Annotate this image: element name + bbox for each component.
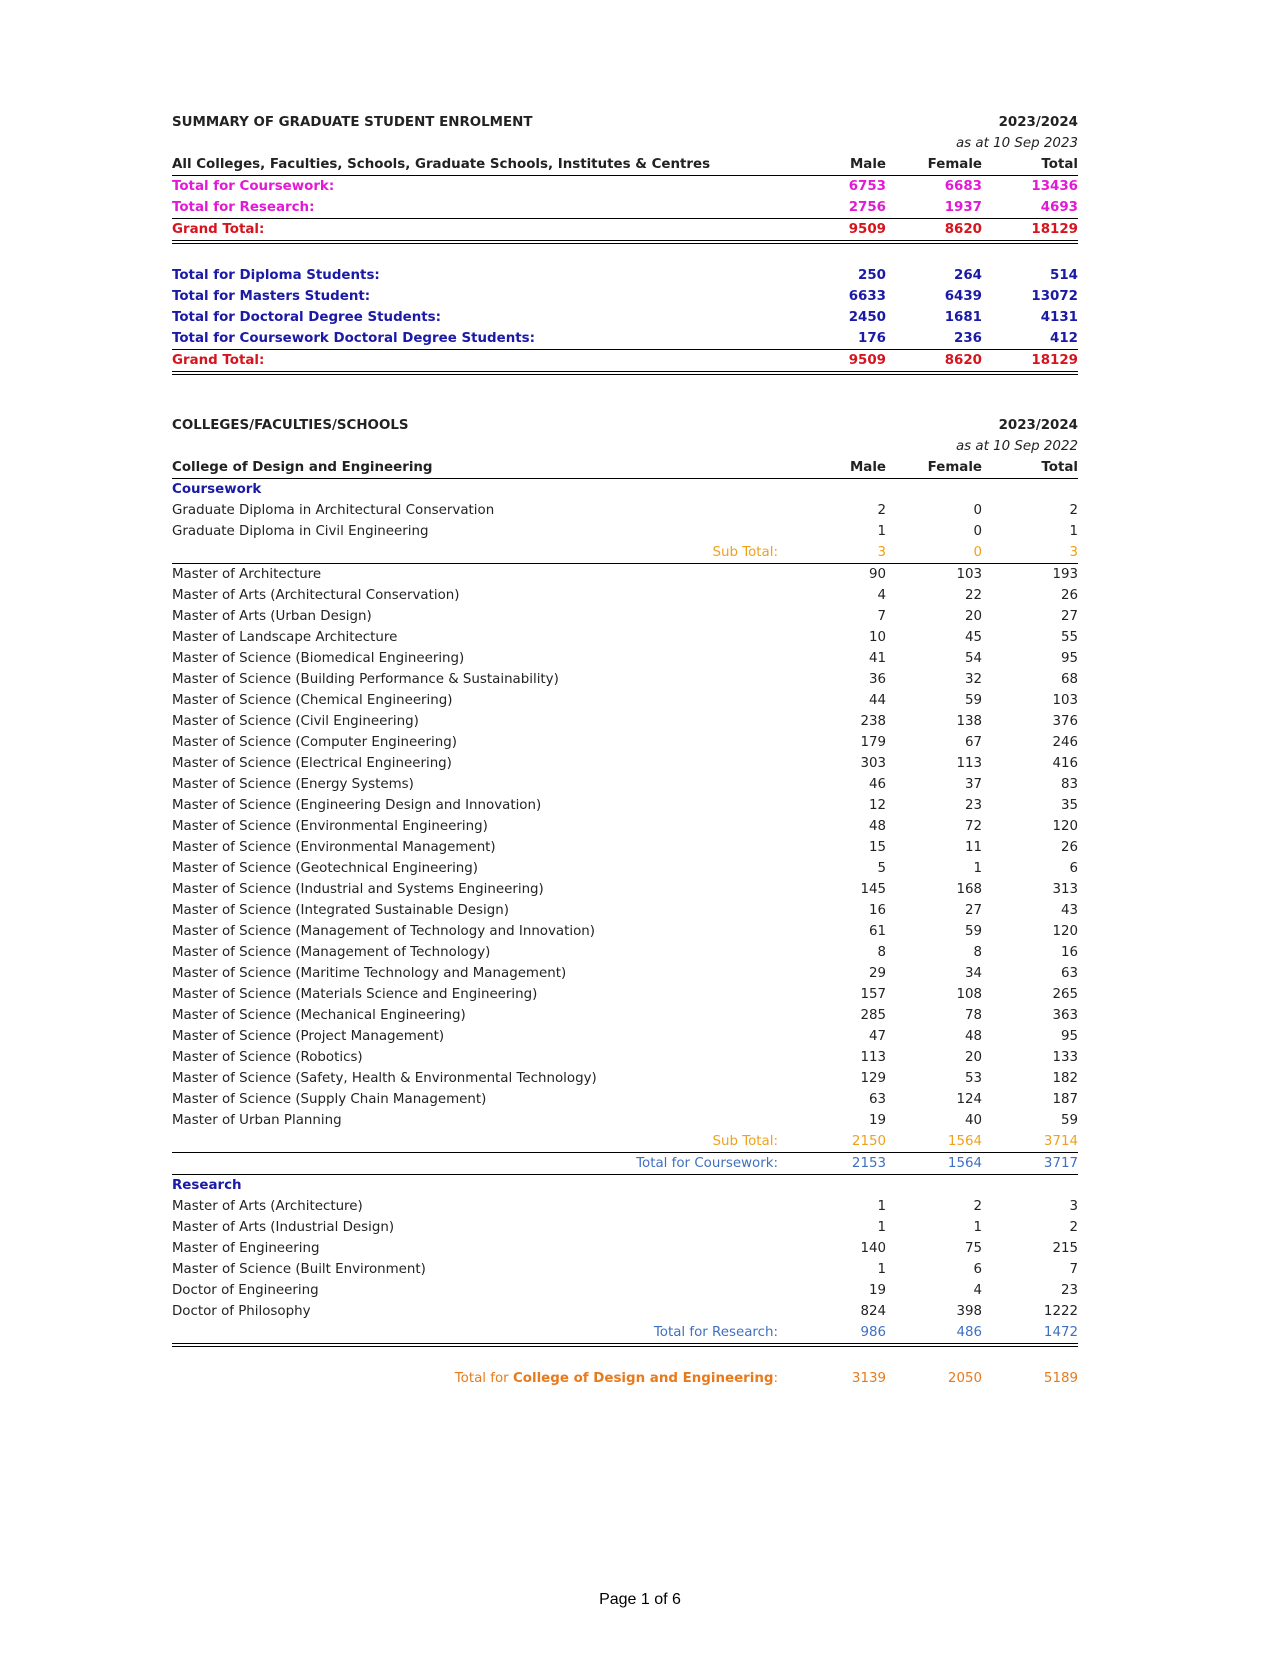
row-female: 398 (956, 1304, 982, 1319)
table-row (172, 837, 1078, 858)
summary-year: 2023/2024 (998, 115, 1078, 130)
row-label: Master of Science (Industrial and Systems Engineering) (172, 882, 544, 897)
enrolment-sheet (172, 112, 1078, 1389)
row-total: 63 (1060, 966, 1078, 981)
row-female: 168 (956, 882, 982, 897)
row-label: Master of Science (Project Management) (172, 1029, 445, 1044)
row-male: 145 (860, 882, 886, 897)
row-total: 1222 (1043, 1304, 1078, 1319)
table-row (172, 1068, 1078, 1089)
row-female: 20 (964, 1050, 982, 1065)
subtotal-row-1: Sub Total: 3 0 3 (172, 542, 1078, 564)
row-total: 23 (1060, 1283, 1078, 1298)
row-label: Master of Science (Mechanical Engineering) (172, 1008, 466, 1023)
row-total: 313 (1052, 882, 1078, 897)
row-male: 47 (868, 1029, 886, 1044)
row-total: 2 (1069, 1220, 1078, 1235)
table-row (172, 690, 1078, 711)
row-male: 41 (868, 651, 886, 666)
row-total: 265 (1052, 987, 1078, 1002)
summary-title: SUMMARY OF GRADUATE STUDENT ENROLMENT (172, 115, 533, 130)
row-label: Master of Science (Computer Engineering) (172, 735, 457, 750)
college-total-row: Total for College of Design and Engineering: 3139 2050 5189 (172, 1368, 1078, 1389)
table-row (172, 585, 1078, 606)
row-female: 1937 (944, 200, 982, 215)
table-row (172, 879, 1078, 900)
table-row (172, 328, 1078, 350)
row-female: 1 (973, 1220, 982, 1235)
row-male: 1 (877, 1262, 886, 1277)
row-male: 179 (860, 735, 886, 750)
row-total: 7 (1069, 1262, 1078, 1277)
row-total: 16 (1060, 945, 1078, 960)
research-heading: Research (172, 1178, 242, 1193)
row-total: 2 (1069, 503, 1078, 518)
table-row (172, 900, 1078, 921)
row-label: Graduate Diploma in Civil Engineering (172, 524, 429, 539)
row-male: 2756 (848, 200, 886, 215)
row-label: Master of Science (Building Performance & Sustainability) (172, 672, 559, 687)
row-total: 182 (1052, 1071, 1078, 1086)
row-label: Master of Engineering (172, 1241, 320, 1256)
row-male: 63 (868, 1092, 886, 1107)
page-footer: Page 1 of 6 (599, 1591, 681, 1608)
colleges-title: COLLEGES/FACULTIES/SCHOOLS (172, 418, 409, 433)
row-female: 6683 (944, 179, 982, 194)
row-female: 1681 (944, 310, 982, 325)
row-male: 1 (877, 524, 886, 539)
row-total: 95 (1060, 1029, 1078, 1044)
table-row (172, 942, 1078, 963)
row-label: Doctor of Engineering (172, 1283, 319, 1298)
row-female: 2 (973, 1199, 982, 1214)
grand-total-row-b: Grand Total: 9509 8620 18129 (172, 350, 1078, 375)
row-male: 16 (868, 903, 886, 918)
table-row (172, 1110, 1078, 1131)
row-label: Master of Architecture (172, 567, 322, 582)
row-male: 250 (858, 268, 886, 283)
table-row (172, 265, 1078, 286)
row-female: 103 (956, 567, 982, 582)
row-label: Master of Arts (Architectural Conservation) (172, 588, 460, 603)
row-female: 37 (964, 777, 982, 792)
row-total: 27 (1060, 609, 1078, 624)
row-total: 187 (1052, 1092, 1078, 1107)
row-male: 46 (868, 777, 886, 792)
table-row (172, 1217, 1078, 1238)
row-male: 19 (868, 1113, 886, 1128)
row-total: 133 (1052, 1050, 1078, 1065)
row-label: Master of Science (Built Environment) (172, 1262, 426, 1277)
row-label: Master of Arts (Industrial Design) (172, 1220, 395, 1235)
colleges-title-row (172, 415, 1078, 436)
table-row (172, 176, 1078, 197)
row-male: 303 (860, 756, 886, 771)
row-male: 10 (868, 630, 886, 645)
row-male: 176 (858, 331, 886, 346)
masters-rows (172, 564, 1078, 1131)
row-female: 53 (964, 1071, 982, 1086)
grand-total-row-a: Grand Total: 9509 8620 18129 (172, 219, 1078, 244)
table-row (172, 795, 1078, 816)
table-row (172, 816, 1078, 837)
row-total: 376 (1052, 714, 1078, 729)
row-male: 19 (868, 1283, 886, 1298)
row-female: 40 (964, 1113, 982, 1128)
research-rows (172, 1196, 1078, 1322)
row-label: Master of Science (Environmental Engineering) (172, 819, 488, 834)
row-total: 1 (1069, 524, 1078, 539)
row-label: Master of Science (Chemical Engineering) (172, 693, 453, 708)
row-male: 2 (877, 503, 886, 518)
row-total: 6 (1069, 861, 1078, 876)
row-label: Total for Research: (172, 200, 315, 215)
row-label: Master of Arts (Urban Design) (172, 609, 372, 624)
table-row (172, 286, 1078, 307)
table-row (172, 1238, 1078, 1259)
row-male: 5 (877, 861, 886, 876)
summary-title-row (172, 112, 1078, 133)
row-male: 824 (860, 1304, 886, 1319)
row-female: 4 (973, 1283, 982, 1298)
table-row (172, 732, 1078, 753)
row-label: Master of Science (Maritime Technology and Management) (172, 966, 567, 981)
row-female: 48 (964, 1029, 982, 1044)
row-male: 1 (877, 1220, 886, 1235)
table-row (172, 627, 1078, 648)
diploma-rows (172, 500, 1078, 542)
row-total: 4693 (1040, 200, 1078, 215)
row-female: 124 (956, 1092, 982, 1107)
row-female: 8 (973, 945, 982, 960)
row-female: 32 (964, 672, 982, 687)
table-row (172, 669, 1078, 690)
row-male: 285 (860, 1008, 886, 1023)
table-row (172, 648, 1078, 669)
colleges-year: 2023/2024 (998, 418, 1078, 433)
row-female: 54 (964, 651, 982, 666)
row-label: Master of Science (Supply Chain Management) (172, 1092, 487, 1107)
row-female: 59 (964, 693, 982, 708)
row-female: 22 (964, 588, 982, 603)
row-female: 78 (964, 1008, 982, 1023)
row-female: 75 (964, 1241, 982, 1256)
row-male: 29 (868, 966, 886, 981)
row-male: 44 (868, 693, 886, 708)
table-row (172, 1196, 1078, 1217)
row-male: 48 (868, 819, 886, 834)
row-total: 193 (1052, 567, 1078, 582)
summary-rows-a (172, 176, 1078, 219)
summary-rows-b (172, 265, 1078, 350)
row-total: 35 (1060, 798, 1078, 813)
row-male: 7 (877, 609, 886, 624)
college-header-row: College of Design and Engineering Male Female Total (172, 457, 1078, 479)
row-total: 4131 (1040, 310, 1078, 325)
row-male: 2450 (848, 310, 886, 325)
table-row (172, 1089, 1078, 1110)
table-row (172, 774, 1078, 795)
col-male-header: Male (849, 157, 886, 172)
row-label: Graduate Diploma in Architectural Conservation (172, 503, 495, 518)
row-total: 103 (1052, 693, 1078, 708)
row-total: 363 (1052, 1008, 1078, 1023)
row-male: 61 (868, 924, 886, 939)
row-label: Master of Science (Civil Engineering) (172, 714, 419, 729)
row-female: 23 (964, 798, 982, 813)
table-row (172, 500, 1078, 521)
row-total: 246 (1052, 735, 1078, 750)
table-row (172, 963, 1078, 984)
row-label: Total for Coursework Doctoral Degree Students: (172, 331, 535, 346)
row-label: Master of Science (Management of Technology and Innovation) (172, 924, 595, 939)
table-row (172, 1280, 1078, 1301)
row-total: 43 (1060, 903, 1078, 918)
table-row (172, 197, 1078, 219)
table-row (172, 1301, 1078, 1322)
row-female: 34 (964, 966, 982, 981)
row-label: Master of Science (Biomedical Engineering) (172, 651, 465, 666)
row-male: 157 (860, 987, 886, 1002)
row-label: Master of Arts (Architecture) (172, 1199, 363, 1214)
row-male: 6633 (848, 289, 886, 304)
table-row (172, 521, 1078, 542)
colleges-asat-row (172, 436, 1078, 457)
row-male: 36 (868, 672, 886, 687)
row-label: Total for Diploma Students: (172, 268, 380, 283)
row-total: 59 (1060, 1113, 1078, 1128)
col-total-header: Total (1041, 157, 1078, 172)
row-label: Master of Science (Electrical Engineering) (172, 756, 452, 771)
row-female: 67 (964, 735, 982, 750)
row-label: Master of Urban Planning (172, 1113, 342, 1128)
row-female: 236 (954, 331, 982, 346)
row-total: 416 (1052, 756, 1078, 771)
coursework-heading: Coursework (172, 482, 262, 497)
row-male: 15 (868, 840, 886, 855)
row-male: 140 (860, 1241, 886, 1256)
row-female: 72 (964, 819, 982, 834)
row-total: 26 (1060, 840, 1078, 855)
row-male: 12 (868, 798, 886, 813)
row-label: Master of Science (Geotechnical Engineering) (172, 861, 479, 876)
col-female-header: Female (927, 157, 982, 172)
row-male: 1 (877, 1199, 886, 1214)
row-label: Master of Landscape Architecture (172, 630, 398, 645)
summary-header-row (172, 154, 1078, 176)
row-female: 0 (973, 524, 982, 539)
row-female: 1 (973, 861, 982, 876)
row-label: Total for Masters Student: (172, 289, 371, 304)
table-row (172, 1259, 1078, 1280)
row-total: 13436 (1031, 179, 1078, 194)
total-research-row: Total for Research: 986 486 1472 (172, 1322, 1078, 1347)
row-label: Master of Science (Integrated Sustainable Design) (172, 903, 509, 918)
row-total: 120 (1052, 819, 1078, 834)
table-row (172, 984, 1078, 1005)
table-row (172, 753, 1078, 774)
table-row (172, 858, 1078, 879)
row-female: 20 (964, 609, 982, 624)
row-female: 108 (956, 987, 982, 1002)
row-female: 113 (956, 756, 982, 771)
row-total: 95 (1060, 651, 1078, 666)
row-female: 11 (964, 840, 982, 855)
table-row (172, 564, 1078, 585)
table-row (172, 1026, 1078, 1047)
row-label: Master of Science (Management of Technology) (172, 945, 491, 960)
row-male: 113 (860, 1050, 886, 1065)
row-male: 238 (860, 714, 886, 729)
row-label: Master of Science (Engineering Design and Innovation) (172, 798, 542, 813)
row-female: 0 (973, 503, 982, 518)
table-row (172, 1005, 1078, 1026)
row-female: 264 (954, 268, 982, 283)
row-male: 4 (877, 588, 886, 603)
row-male: 90 (868, 567, 886, 582)
subtotal-row-2: Sub Total: 2150 1564 3714 (172, 1131, 1078, 1153)
row-total: 26 (1060, 588, 1078, 603)
summary-asat-row (172, 133, 1078, 154)
row-female: 27 (964, 903, 982, 918)
row-total: 3 (1069, 1199, 1078, 1214)
row-female: 59 (964, 924, 982, 939)
table-row (172, 711, 1078, 732)
college-name: College of Design and Engineering (172, 460, 433, 475)
row-total: 13072 (1031, 289, 1078, 304)
row-female: 45 (964, 630, 982, 645)
summary-header-label: All Colleges, Faculties, Schools, Graduate Schools, Institutes & Centres (172, 157, 711, 172)
row-female: 6 (973, 1262, 982, 1277)
row-female: 6439 (944, 289, 982, 304)
row-male: 8 (877, 945, 886, 960)
summary-as-at: as at 10 Sep 2023 (955, 136, 1078, 151)
row-label: Master of Science (Environmental Management) (172, 840, 496, 855)
table-row (172, 307, 1078, 328)
table-row (172, 1047, 1078, 1068)
row-female: 138 (956, 714, 982, 729)
table-row (172, 921, 1078, 942)
colleges-as-at: as at 10 Sep 2022 (955, 439, 1078, 454)
row-label: Total for Coursework: (172, 179, 335, 194)
row-total: 215 (1052, 1241, 1078, 1256)
total-coursework-row: Total for Coursework: 2153 1564 3717 (172, 1153, 1078, 1175)
row-label: Total for Doctoral Degree Students: (172, 310, 441, 325)
row-male: 129 (860, 1071, 886, 1086)
row-total: 83 (1060, 777, 1078, 792)
row-total: 68 (1060, 672, 1078, 687)
row-total: 55 (1060, 630, 1078, 645)
row-label: Doctor of Philosophy (172, 1304, 311, 1319)
college-total-label: Total for College of Design and Engineering: (454, 1371, 778, 1386)
row-male: 6753 (848, 179, 886, 194)
row-total: 412 (1050, 331, 1078, 346)
row-label: Master of Science (Safety, Health & Environmental Technology) (172, 1071, 597, 1086)
row-total: 120 (1052, 924, 1078, 939)
row-label: Master of Science (Materials Science and Engineering) (172, 987, 538, 1002)
row-label: Master of Science (Robotics) (172, 1050, 363, 1065)
row-label: Master of Science (Energy Systems) (172, 777, 414, 792)
table-row (172, 606, 1078, 627)
row-total: 514 (1050, 268, 1078, 283)
